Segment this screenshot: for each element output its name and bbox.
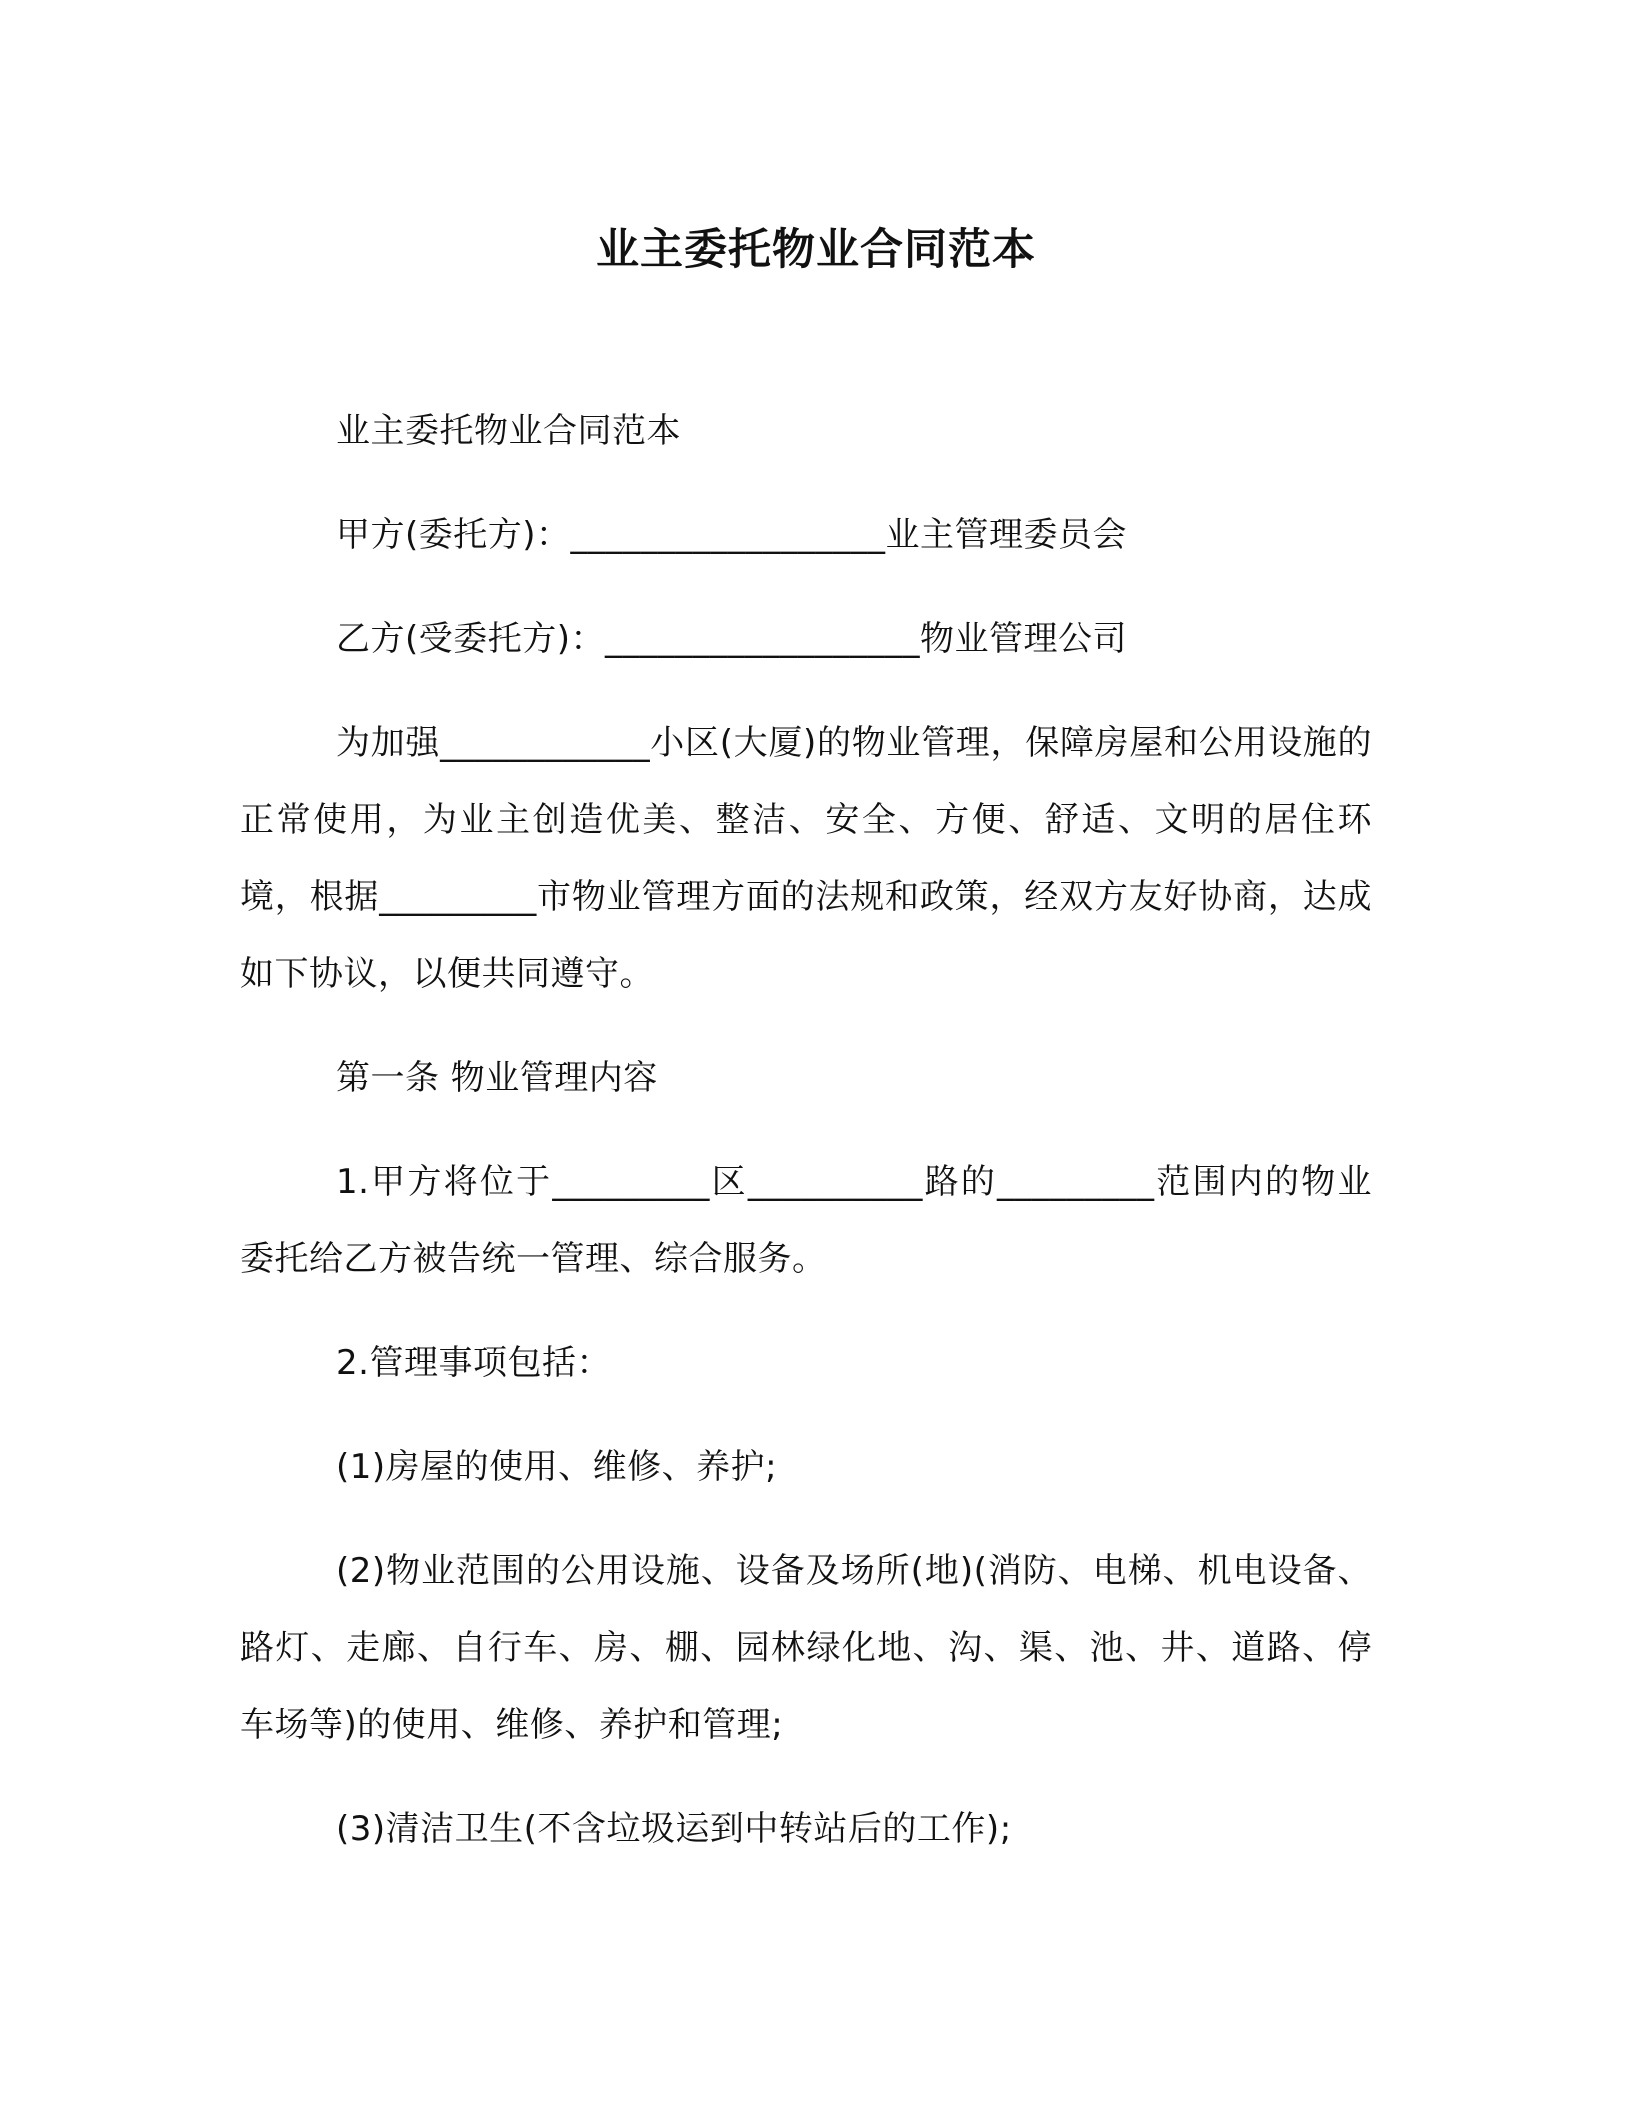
document-title: 业主委托物业合同范本 [596,225,1036,275]
paragraph-party-a: 甲方(委托方)：__________________业主管理委员会 [336,515,1128,555]
paragraph-item-1: (1)房屋的使用、维修、养护; [336,1447,778,1487]
paragraph-party-b: 乙方(受委托方)：__________________物业管理公司 [336,619,1128,659]
paragraph-preamble: 为加强____________小区(大厦)的物业管理，保障房屋和公用设施的正常使用，为业主创造优美、整洁、安全、方便、舒适、文明的居住环境，根据_________市物业管理方面的法规和政策，经双方友好协商，达成如下协议，以便共同遵守。 [240,723,1372,994]
paragraph-clause-2: 2.管理事项包括： [336,1343,611,1383]
paragraph-subtitle: 业主委托物业合同范本 [336,411,681,451]
paragraph-item-2: (2)物业范围的公用设施、设备及场所(地)(消防、电梯、机电设备、路灯、走廊、自行车、房、棚、园林绿化地、沟、渠、池、井、道路、停车场等)的使用、维修、养护和管理; [240,1551,1372,1745]
document-body [240,393,1372,1868]
paragraph-item-3: (3)清洁卫生(不含垃圾运到中转站后的工作); [336,1809,1012,1849]
paragraph-clause-1: 1.甲方将位于_________区__________路的_________范围内的物业委托给乙方被告统一管理、综合服务。 [240,1162,1372,1279]
paragraph-article-1-heading: 第一条 物业管理内容 [336,1058,658,1098]
